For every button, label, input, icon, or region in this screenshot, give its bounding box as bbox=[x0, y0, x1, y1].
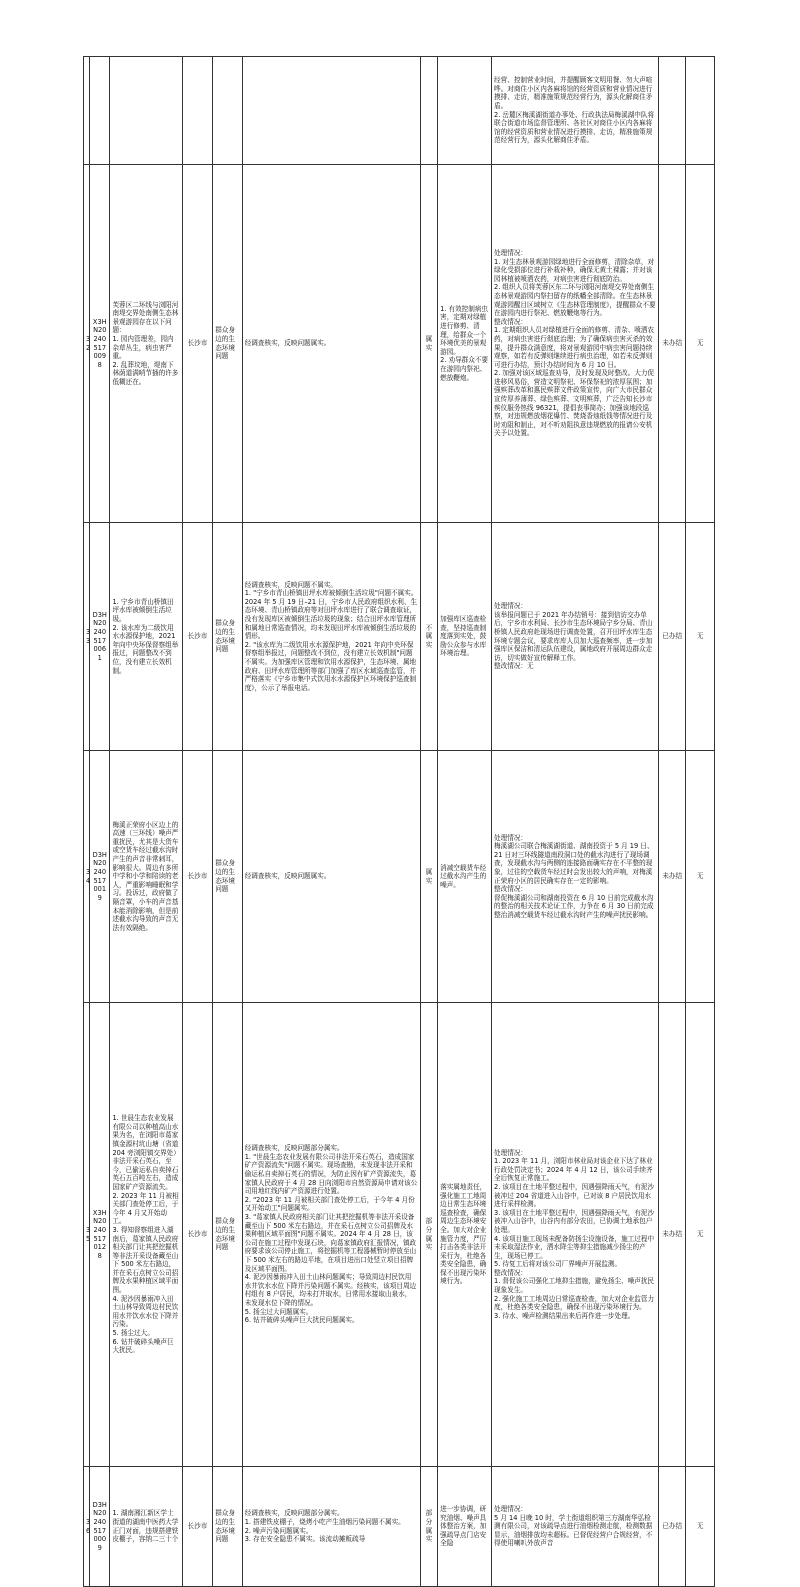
accountability: 无 bbox=[696, 339, 704, 348]
truth-status: 部分属实 bbox=[425, 1509, 433, 1544]
complaint-content: 1. 宁乡市青山桥镇田坪水库被倾倒生活垃圾。 2. 该水库为二级饮用水水源保护地，2021 年向中央环保督察组举报过，问题整改不到位，没有建立长效机制。 bbox=[112, 597, 179, 675]
rectification-measures-cell bbox=[438, 1467, 492, 1587]
issue-type: 群众身边的生态环境问题 bbox=[215, 1509, 235, 1544]
accountability-cell bbox=[686, 1003, 715, 1467]
district: 长沙市 bbox=[187, 632, 208, 641]
verification-result: 经调查核实，反映问题部分属实。 1. "世晨生态农业发展有限公司非法开采石英石，造成国家矿产资源流失"问题不属实。现场查勘，未发现非法开采和偷运私自卖掉石英石的情况，为防止因有矿产资源流失，葛家镇人民政府于 4 月 28 日向浏阳市自然资源局申请对该公司用地红线内矿产资源进行处置。 2. "2023 年 11 月被相关部门查处停工后，于今年 4 月份又开始动工"问题属实。 3. "葛家镇人民政府相关部门让其把挖掘机等非法开采设备藏至山下 500 米左右路边，并在采石点树立公司招牌及水果种植区域平面图"问题不属实。2024 年 4 月 28 日，该公司在施工过程中发现石块，向葛家镇政府汇报情况，镇政府要求该公司停止施工，将挖掘机等工程器械暂时停放至山下 500 米左右的路边平地，在项目进出口处竖立项目招牌及区域平面图。 4. 泥沙因暴雨冲入田土山林问题属实；导致周边村民饮用水井饮水水位下降并污染问题不属实。经核实，该项目周边村组有 8 户居民，均未打井取水，日常用水接取山泉水，未发现水位下降的情况。 5. 扬尘过大问题属实。 6. 钻井破碎头噪声巨大扰民问题属实。 bbox=[244, 1144, 418, 1325]
completion-status: 未办结 bbox=[662, 339, 683, 348]
issue-type-cell bbox=[213, 1467, 243, 1587]
accountability: 无 bbox=[696, 872, 704, 881]
rectification-measures: 1. 有效控制病虫害，定期对绿植进行修剪、清理，给群众一个环境优美的景观游园。 2. 劝导群众不要在游园内祭祀、燃放鞭炮。 bbox=[440, 304, 489, 382]
accountability-cell bbox=[686, 165, 715, 523]
district-cell bbox=[182, 57, 213, 165]
rectification-measures-cell bbox=[438, 165, 492, 523]
truth-status-cell bbox=[420, 1003, 437, 1467]
completion-status: 未办结 bbox=[662, 1230, 683, 1239]
table-row bbox=[84, 751, 715, 1003]
complaint-content-cell bbox=[110, 165, 182, 523]
district: 长沙市 bbox=[187, 872, 208, 881]
issue-type-cell bbox=[213, 751, 243, 1003]
verification-result: 经调查核实，反映问题属实。 bbox=[244, 339, 331, 348]
verification-result: 经调查核实，反映问题属实。 bbox=[244, 872, 331, 881]
handling-progress-cell bbox=[492, 165, 659, 523]
completion-status-cell bbox=[658, 751, 685, 1003]
issue-type: 群众身边的生态环境问题 bbox=[215, 1217, 235, 1252]
case-code-cell bbox=[90, 165, 110, 523]
issue-type-cell bbox=[213, 57, 243, 165]
issue-type: 群众身边的生态环境问题 bbox=[215, 619, 235, 654]
verification-result: 经调查核实，反映问题部分属实。 1. 搭建铁皮棚子，烧烤小吃产生油烟污染问题不属实。 2. 噪声污染问题属实。 3. 存在安全隐患不属实。该流动摊贩疏导 bbox=[244, 1509, 405, 1544]
row-number: 35 bbox=[86, 1225, 91, 1243]
district: 长沙市 bbox=[187, 1230, 208, 1239]
table-row bbox=[84, 1467, 715, 1587]
complaint-content: 1. 世晨生态农业发展有限公司以种植高山水果为名，在浏阳市葛家镇金源村坑山塘（省道 204 旁浏阳镇交界处）非法开采石英石，至今，已偷运私自卖掉石英石五百吨左右，造成国家矿产资源流失。 2. 2023 年 11 月被相关部门查处停工后，于今年 4 月又开始动工。 3. 得知督察组进入湖南后，葛家镇人民政府相关部门让其把挖掘机等非法开采设备藏至山下 500 米左右路边，并在采石点树立公司招牌及水果种植区域平面图。 4. 泥沙因暴雨冲入田土山林导致周边村民饮用水井饮水水位下降并污染。 5. 扬尘过大。 6. 钻井破碎头噪声巨大扰民。 bbox=[112, 1114, 179, 1355]
rectification-measures-cell bbox=[438, 751, 492, 1003]
completion-status: 未办结 bbox=[662, 872, 683, 881]
truth-status-cell bbox=[420, 165, 437, 523]
row-number: 32 bbox=[86, 334, 91, 352]
truth-status-cell bbox=[420, 1467, 437, 1587]
truth-status-cell bbox=[420, 751, 437, 1003]
completion-status-cell bbox=[658, 165, 685, 523]
verification-result: 经调查核实，反映问题不属实。 1. "宁乡市青山桥镇田坪水库被倾倒生活垃圾"问题不属实。2024 年 5 月 19 日–21 日，宁乡市人民政府组织水利、生态环境、青山桥镇政府等对田坪水库进行了联合调查取证，没有发现库区被倾倒生活垃圾的现象；结合田坪水库管理所和属地日常巡查情况，均未发现田坪水库被倾倒生活垃圾的情形。 2. "该水库为二级饮用水水源保护地，2021 年向中央环保督察组举报过，问题整改不到位，没有建立长效机制"问题不属实。为加强库区管理和饮用水源保护，生态环境、属地政府、田坪水库管理所等部门加强了库区水域巡查监管，并严格落实《宁乡市集中式饮用水水源保护区环境保护巡查制度》，公示了举报电话。 bbox=[244, 580, 418, 692]
handling-progress-cell bbox=[492, 523, 659, 751]
completion-status-cell bbox=[658, 57, 685, 165]
row-number: 33 bbox=[86, 627, 91, 645]
handling-progress: 处理情况： 1. 2023 年 11 月，浏阳市林业局对该企业下达了林业行政处罚决定书；2024 年 4 月 12 日，该公司手续齐全后恢复正常施工。 2. 该项目在土地平整过程中，因遇强降雨天气，有泥沙被冲过 204 省道进入山谷中，已对该 8 户居民饮用水进行采样检测。 3. 该项目在土地平整过程中，因遇强降雨天气，有泥沙被冲入山谷中，山谷内有部分农田，已协调土地承包户处理。 4. 该项目施工现场未配备防扬尘设施设备，施工过程中未采取湿法作业，洒水降尘等抑尘措施减少扬尘的产生，现场已停工。 5. 待复工后将对该公司厂界噪声开展监测。 整改情况： 1. 督促该公司强化工地抑尘措施，避免扬尘、噪声扰民现象发生。 2. 强化施工工地周边日常巡查检查，加大对企业监管力度，杜绝各类安全隐患，确保不出现污染环境行为。 3. 待水、噪声检测结果出来后再作进一步处理。 bbox=[494, 1148, 655, 1320]
district-cell bbox=[182, 751, 213, 1003]
table-row bbox=[84, 57, 715, 165]
complaint-content-cell bbox=[110, 1467, 182, 1587]
case-code: D3HN20240517 0061 bbox=[92, 610, 109, 662]
case-code: D3HN20240517 0019 bbox=[92, 850, 109, 902]
district-cell bbox=[182, 1467, 213, 1587]
accountability: 无 bbox=[696, 1230, 704, 1239]
table-row bbox=[84, 523, 715, 751]
rectification-measures-cell bbox=[438, 1003, 492, 1467]
complaint-content-cell bbox=[110, 751, 182, 1003]
accountability-cell bbox=[686, 751, 715, 1003]
accountability-cell bbox=[686, 57, 715, 165]
accountability: 无 bbox=[696, 1522, 704, 1531]
completion-status-cell bbox=[658, 1003, 685, 1467]
issue-type-cell bbox=[213, 165, 243, 523]
handling-progress-cell bbox=[492, 1003, 659, 1467]
verification-result-cell bbox=[242, 1003, 420, 1467]
complaint-content: 1. 湖南湘江新区学士街道的湖南中医药大学正门对面，违规搭建铁皮棚子，容纳二三十个 bbox=[112, 1509, 179, 1544]
complaint-content-cell bbox=[110, 523, 182, 751]
complaint-content: 梅溪正荣府小区边上的高速（三环线）噪声严重扰民，尤其是大货车或空货车经过截水沟时产生的声音非常刺耳，影响很大。周边有多所中学和小学和陪读的老人，严重影响睡眠和学习。投诉过，政府做了隔音罩，小车的声音基本能消除影响，但是前述截水沟导致的声音无法有效隔绝。 bbox=[112, 820, 179, 932]
rectification-measures: 消减空载货车经过截水沟产生的噪声。 bbox=[440, 863, 487, 889]
verification-result-cell bbox=[242, 57, 420, 165]
table-row bbox=[84, 1003, 715, 1467]
case-code-cell bbox=[90, 1003, 110, 1467]
completion-status: 已办结 bbox=[662, 632, 683, 641]
truth-status-cell bbox=[420, 523, 437, 751]
issue-type: 群众身边的生态环境问题 bbox=[215, 859, 235, 894]
case-code: D3HN20240517 0009 bbox=[92, 1500, 109, 1552]
district: 长沙市 bbox=[187, 1522, 208, 1531]
handling-progress: 处理情况： 该举报问题已于 2021 年办结销号：接到信访交办单后，宁乡市水利局、长沙市生态环境局宁乡分局、青山桥镇人民政府赴现场进行调查处置，召开田坪水库生态环境专题会议，要求库库人员加大巡查频率，进一步加强库区保洁和清运队伍建设，属地政府开展周边群众走访，切实做好宣传解释工作。 整改情况：无 bbox=[494, 602, 653, 671]
verification-result-cell bbox=[242, 751, 420, 1003]
case-code: X3HN20240517 0098 bbox=[92, 317, 109, 369]
case-code-cell bbox=[90, 523, 110, 751]
rectification-measures: 落实属地责任，强化施工工地周边日常生态环境巡查检查，确保周边生态环境安全。加大对企业施管力度，严厉打击各类非法开采行为，杜绝各类安全隐患，确保不出现污染环境行为。 bbox=[440, 1182, 487, 1286]
district: 长沙市 bbox=[187, 339, 208, 348]
completion-status: 已办结 bbox=[662, 1522, 683, 1531]
handling-progress-cell bbox=[492, 751, 659, 1003]
truth-status: 属实 bbox=[425, 867, 433, 885]
handling-progress: 经营、控制营业时间，并提醒顾客文明用餐、勿大声喧哗。对商住小区内各麻将馆的经营资质和营业情况进行摸排、走访，精准施策规范经营行为，源头化解商住矛盾。 2. 岳麓区梅溪湖街道办事处、行政执法局梅溪湖中队将联合街道市场监督管理所、各社区对商住小区内各麻将馆的经营资质和营业情况进行摸排、走访，精准施策规范经营行为，源头化解商住矛盾。 bbox=[494, 76, 655, 145]
row-number: 36 bbox=[86, 1517, 91, 1535]
truth-status: 属实 bbox=[425, 334, 433, 352]
petition-table bbox=[83, 56, 715, 1587]
accountability-cell bbox=[686, 523, 715, 751]
complaint-content-cell bbox=[110, 57, 182, 165]
complaint-content-cell bbox=[110, 1003, 182, 1467]
district-cell bbox=[182, 1003, 213, 1467]
truth-status-cell bbox=[420, 57, 437, 165]
complaint-content: 芙蓉区二环线与浏阳河南堤交界处南侧生态林景观游园存在以下问题： 1. 园内管理差，园内杂草丛生，病虫害严重。 2. 乱葬坟地，堤南下林荫道满哨节插的许多低糊还在。 bbox=[112, 300, 179, 386]
table-row bbox=[84, 165, 715, 523]
rectification-measures-cell bbox=[438, 57, 492, 165]
district-cell bbox=[182, 165, 213, 523]
verification-result-cell bbox=[242, 1467, 420, 1587]
district-cell bbox=[182, 523, 213, 751]
case-code-cell bbox=[90, 1467, 110, 1587]
verification-result-cell bbox=[242, 523, 420, 751]
issue-type-cell bbox=[213, 1003, 243, 1467]
handling-progress: 处理情况： 梅溪湖公司联合梅溪湖街道、湖南投资于 5 月 19 日、21 日对三环线隧道南段洞口处的截水沟进行了现场调查，发现截水沟与两侧的连接路面确实存在不平整的现象，过往的空载货车经过时会发出较大的声响，对梅溪正荣府小区的居民确实存在一定的影响。 整改情况： 督促梅溪湖公司和湖南投资在 6 月 10 日前完成截水沟的整治的相关技术论证工作，力争在 6 月 30 日前完成整治消减空载货车经过截水沟时产生的噪声扰民影响。 bbox=[494, 833, 654, 919]
issue-type-cell bbox=[213, 523, 243, 751]
case-code: X3HN20240517 0128 bbox=[92, 1208, 109, 1260]
handling-progress: 处理情况： 1. 对生态林景观游园绿地进行全面修剪，清除杂草，对绿化受损部位进行补栽补种，确保无黄土裸露；并对该园林植被喷洒农药，对病虫害进行彻底防治。 2. 组织人员将芙蓉区东二环与浏阳河南堤交界处南侧生态林景观游园内祭扫留存的纸幡全部清除。在生态林景观游园醒目区域树立《生态林管理制度》，提醒群众不要在游园内进行祭祀、燃放鞭炮等行为。 整改情况： 1. 定期组织人员对绿植进行全面的修剪、清杂、喷洒农药，对病虫害进行彻底治理；为了确保病虫害灭杀的效果，提升群众满意度，将对景观游园中病虫害问题持续观察，如若有反弹则继续进行病虫治理，如若未反弹则可进行办结，预计办结时间为 6 月 10 日。 2. 加强对该区域巡查劝导，及时发现及时整改。大力促进移风易俗，营造文明祭祀、环保祭祀的浓厚氛围；加强殡葬改革和惠民殡葬文件政策宣传，向广大市民群众宣传厚养薄葬、绿色殡葬、文明殡葬，广泛告知长沙市殡仪服务热线 96321，提倡丧事简办；加强该地段巡察，对违规燃放烟花爆竹、焚烧香烛纸钱等情况进行及时劝阻和制止，对不听劝阻执意违规燃放的报请公安机关予以处置。 bbox=[494, 248, 656, 438]
rectification-measures-cell bbox=[438, 523, 492, 751]
accountability: 无 bbox=[696, 632, 704, 641]
truth-status: 不属实 bbox=[425, 623, 433, 649]
truth-status: 部分属实 bbox=[425, 1217, 433, 1252]
completion-status-cell bbox=[658, 1467, 685, 1587]
issue-type: 群众身边的生态环境问题 bbox=[215, 326, 235, 361]
rectification-measures: 加强库区巡查检查，坚持巡查制度落到实处，鼓励公众参与水库环境治理。 bbox=[440, 615, 487, 658]
rectification-measures: 进一步协调，研究油烟、噪声具体整治方案，加强疏导点门店安全隐 bbox=[440, 1505, 487, 1548]
case-code-cell bbox=[90, 57, 110, 165]
accountability-cell bbox=[686, 1467, 715, 1587]
handling-progress: 处理情况： 5 月 14 日晚 10 时，学士街道组织第三方湖南华弘检测有限公司，对该疏导点进行油烟检测走航，检测数据显示，油烟排放均未超标。已督促经营户合规经营，不得使用喇叭外放声音 bbox=[494, 1505, 653, 1548]
completion-status-cell bbox=[658, 523, 685, 751]
row-number: 34 bbox=[86, 867, 91, 885]
handling-progress-cell bbox=[492, 1467, 659, 1587]
handling-progress-cell bbox=[492, 57, 659, 165]
verification-result-cell bbox=[242, 165, 420, 523]
case-code-cell bbox=[90, 751, 110, 1003]
